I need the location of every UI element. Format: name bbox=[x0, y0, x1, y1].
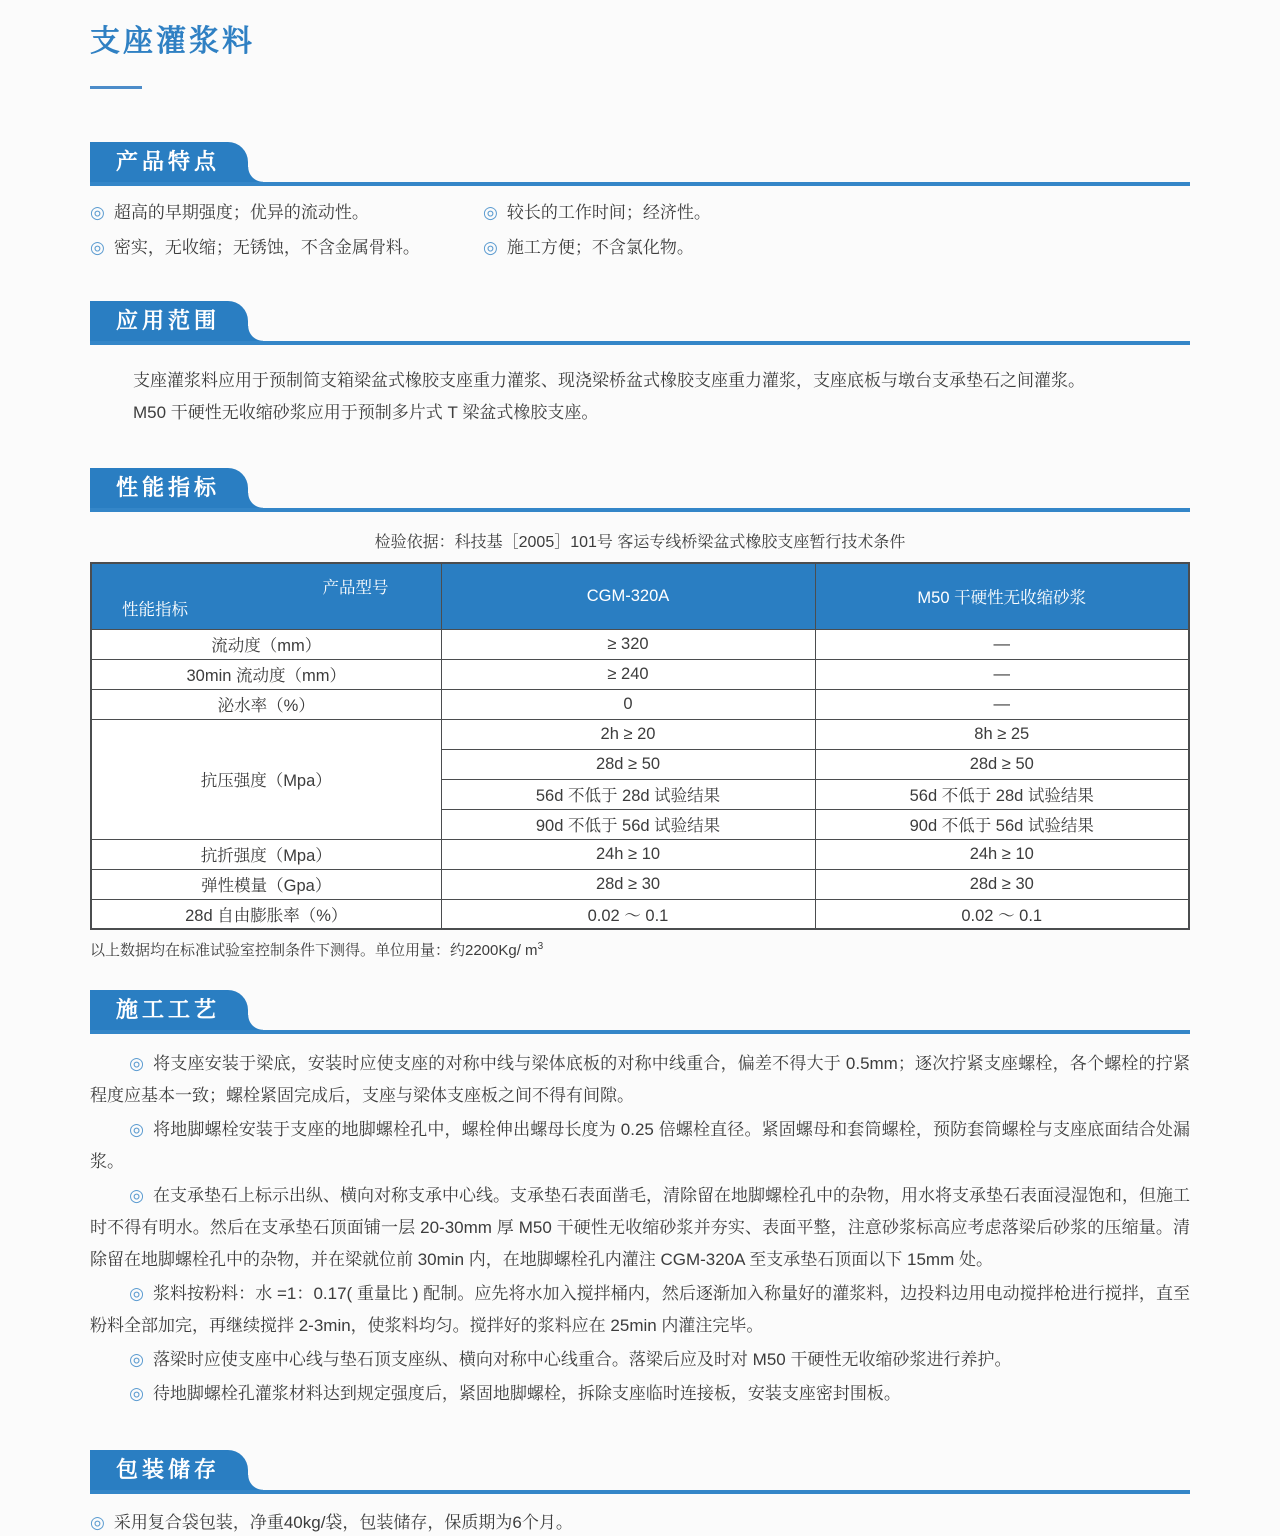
packaging-item: 采用复合袋包装，净重40kg/袋，包装储存，保质期为6个月。 bbox=[113, 1513, 573, 1532]
step-text: 待地脚螺栓孔灌浆材料达到规定强度后，紧固地脚螺栓，拆除支座临时连接板，安装支座密封围板。 bbox=[152, 1384, 901, 1403]
section-features bbox=[90, 142, 1190, 260]
cell-cgm: 0.02 ～ 0.1 bbox=[441, 899, 815, 929]
title-underline-dash bbox=[90, 86, 142, 89]
ring-bullet-icon: ◎ bbox=[129, 1384, 144, 1403]
step-text: 落梁时应使支座中心线与垫石顶支座纵、横向对称中心线重合。落梁后应及时对 M50 干硬性无收缩砂浆进行养护。 bbox=[152, 1350, 1012, 1369]
step-text: 在支承垫石上标示出纵、横向对称支承中心线。支承垫石表面凿毛，清除留在地脚螺栓孔中的杂物，用水将支承垫石表面浸湿饱和，但施工时不得有明水。然后在支承垫石顶面铺一层 20-30mm 厚 M50 干硬性无收缩砂浆并夯实、表面平整，注意砂浆标高应考虑落梁后砂浆的压缩量。清除留在地脚螺栓孔中的杂物，并在梁就位前 30min 内，在地脚螺栓孔内灌注 CGM-320A 至支承垫石顶面以下 15mm 处。 bbox=[90, 1186, 1190, 1269]
process-step bbox=[90, 1048, 1190, 1112]
cell-cgm: ≥ 320 bbox=[441, 629, 815, 659]
ring-bullet-icon: ◎ bbox=[483, 238, 498, 257]
ring-bullet-icon: ◎ bbox=[90, 238, 105, 257]
ring-bullet-icon: ◎ bbox=[129, 1054, 145, 1073]
column-header-cgm: CGM-320A bbox=[441, 563, 815, 629]
cell-m50: 28d ≥ 50 bbox=[815, 749, 1189, 779]
section-heading-packaging: 包装储存 bbox=[90, 1450, 248, 1490]
cell-cgm: ≥ 240 bbox=[441, 659, 815, 689]
corner-label-performance-index: 性能指标 bbox=[122, 600, 188, 619]
process-step bbox=[90, 1278, 1190, 1342]
section-application bbox=[90, 301, 1190, 429]
list-item bbox=[90, 236, 483, 260]
section-packaging bbox=[90, 1450, 1190, 1536]
ring-bullet-icon: ◎ bbox=[90, 1513, 105, 1532]
section-header-rule bbox=[90, 1450, 1190, 1494]
section-heading-performance: 性能指标 bbox=[90, 468, 248, 508]
ring-bullet-icon: ◎ bbox=[129, 1186, 144, 1205]
ring-bullet-icon: ◎ bbox=[129, 1350, 144, 1369]
row-label-compressive-strength: 抗压强度（Mpa） bbox=[91, 719, 441, 839]
table-row bbox=[91, 689, 1189, 719]
section-heading-process: 施工工艺 bbox=[90, 990, 248, 1030]
row-label: 30min 流动度（mm） bbox=[91, 659, 441, 689]
table-row bbox=[91, 629, 1189, 659]
table-header-row bbox=[91, 563, 1189, 629]
row-label: 弹性模量（Gpa） bbox=[91, 869, 441, 899]
section-heading-features: 产品特点 bbox=[90, 142, 248, 182]
list-item bbox=[483, 201, 1190, 225]
cell-m50: 24h ≥ 10 bbox=[815, 839, 1189, 869]
table-footnote bbox=[90, 939, 1190, 960]
feature-text: 密实，无收缩；无锈蚀，不含金属骨料。 bbox=[113, 238, 420, 257]
table-row bbox=[91, 899, 1189, 929]
step-text: 将地脚螺栓安装于支座的地脚螺栓孔中，螺栓伸出螺母长度为 0.25 倍螺栓直径。紧固螺母和套筒螺栓，预防套筒螺栓与支座底面结合处漏浆。 bbox=[90, 1120, 1190, 1171]
process-step bbox=[90, 1114, 1190, 1178]
cell-cgm: 2h ≥ 20 bbox=[441, 719, 815, 749]
ring-bullet-icon: ◎ bbox=[129, 1120, 145, 1139]
table-row bbox=[91, 839, 1189, 869]
features-list bbox=[90, 201, 1190, 260]
section-header-rule bbox=[90, 990, 1190, 1034]
test-basis-note: 检验依据：科技基［2005］101号 客运专线桥梁盆式橡胶支座暂行技术条件 bbox=[374, 534, 906, 551]
row-label: 泌水率（%） bbox=[91, 689, 441, 719]
cell-m50: 28d ≥ 30 bbox=[815, 869, 1189, 899]
footnote-text: 以上数据均在标准试验室控制条件下测得。单位用量：约2200Kg/ m bbox=[90, 942, 538, 959]
list-item bbox=[90, 201, 483, 225]
page-title: 支座灌浆料 bbox=[90, 25, 255, 58]
table-row bbox=[91, 719, 1189, 749]
cell-m50: 90d 不低于 56d 试验结果 bbox=[815, 809, 1189, 839]
feature-text: 超高的早期强度；优异的流动性。 bbox=[113, 203, 369, 222]
row-label: 流动度（mm） bbox=[91, 629, 441, 659]
table-row bbox=[91, 869, 1189, 899]
cell-cgm: 28d ≥ 30 bbox=[441, 869, 815, 899]
section-performance bbox=[90, 468, 1190, 960]
application-line: 支座灌浆料应用于预制简支箱梁盆式橡胶支座重力灌浆、现浇梁桥盆式橡胶支座重力灌浆，支座底板与墩台支承垫石之间灌浆。 bbox=[133, 371, 1085, 390]
ring-bullet-icon: ◎ bbox=[90, 203, 105, 222]
section-header-rule bbox=[90, 142, 1190, 186]
row-label: 28d 自由膨胀率（%） bbox=[91, 899, 441, 929]
cell-cgm: 90d 不低于 56d 试验结果 bbox=[441, 809, 815, 839]
process-step bbox=[90, 1180, 1190, 1276]
cell-m50: — bbox=[815, 689, 1189, 719]
process-step bbox=[90, 1378, 1190, 1410]
section-process bbox=[90, 990, 1190, 1410]
cell-m50: 0.02 ～ 0.1 bbox=[815, 899, 1189, 929]
cell-m50: 56d 不低于 28d 试验结果 bbox=[815, 779, 1189, 809]
step-text: 将支座安装于梁底，安装时应使支座的对称中线与梁体底板的对称中线重合，偏差不得大于 0.5mm；逐次拧紧支座螺栓，各个螺栓的拧紧程度应基本一致；螺栓紧固完成后，支座与梁体支座板之间不得有间隙。 bbox=[90, 1054, 1190, 1105]
footnote-superscript: 3 bbox=[537, 941, 544, 952]
cell-m50: 8h ≥ 25 bbox=[815, 719, 1189, 749]
step-text: 浆料按粉料：水 =1：0.17( 重量比 ) 配制。应先将水加入搅拌桶内，然后逐渐加入称量好的灌浆料，边投料边用电动搅拌枪进行搅拌，直至粉料全部加完，再继续搅拌 2-3min，使浆料均匀。搅拌好的浆料应在 25min 内灌注完毕。 bbox=[90, 1284, 1190, 1335]
application-line: M50 干硬性无收缩砂浆应用于预制多片式 T 梁盆式橡胶支座。 bbox=[133, 403, 599, 422]
section-heading-application: 应用范围 bbox=[90, 301, 248, 341]
cell-cgm: 0 bbox=[441, 689, 815, 719]
packaging-text bbox=[90, 1510, 1190, 1536]
section-header-rule bbox=[90, 468, 1190, 512]
feature-text: 较长的工作时间；经济性。 bbox=[506, 203, 711, 222]
list-item bbox=[483, 236, 1190, 260]
row-label: 抗折强度（Mpa） bbox=[91, 839, 441, 869]
diagonal-header-cell bbox=[91, 563, 441, 629]
ring-bullet-icon: ◎ bbox=[483, 203, 498, 222]
section-header-rule bbox=[90, 301, 1190, 345]
process-steps bbox=[90, 1048, 1190, 1410]
column-header-m50: M50 干硬性无收缩砂浆 bbox=[815, 563, 1189, 629]
feature-text: 施工方便；不含氯化物。 bbox=[506, 238, 694, 257]
cell-m50: — bbox=[815, 659, 1189, 689]
application-text bbox=[90, 365, 1190, 429]
corner-label-product-model: 产品型号 bbox=[322, 579, 389, 597]
process-step bbox=[90, 1344, 1190, 1376]
performance-table bbox=[90, 562, 1190, 930]
cell-cgm: 56d 不低于 28d 试验结果 bbox=[441, 779, 815, 809]
table-row bbox=[91, 659, 1189, 689]
cell-cgm: 28d ≥ 50 bbox=[441, 749, 815, 779]
ring-bullet-icon: ◎ bbox=[129, 1284, 144, 1303]
cell-cgm: 24h ≥ 10 bbox=[441, 839, 815, 869]
cell-m50: — bbox=[815, 629, 1189, 659]
